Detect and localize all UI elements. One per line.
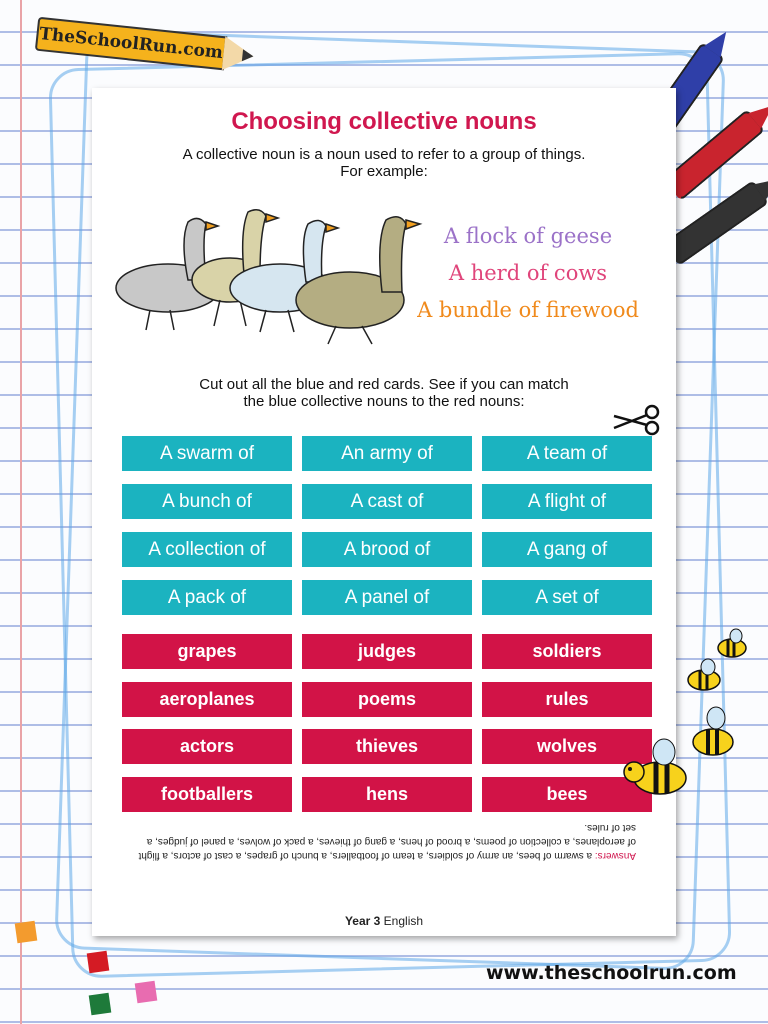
confetti-square bbox=[87, 951, 110, 974]
red-card: rules bbox=[482, 682, 652, 717]
blue-card: A brood of bbox=[302, 532, 472, 567]
answers-text: a swarm of bees, an army of soldiers, a team of footballers, a bunch of grapes, a cast of actors, a flight of aeroplanes, a collection of poems, a brood of hens, a gang of thieves, a pack of wolves, a panel of judges, a set of rules. bbox=[138, 822, 636, 861]
scissors-icon bbox=[612, 404, 662, 436]
answers-label: Answers: bbox=[594, 850, 636, 861]
worksheet bbox=[92, 88, 676, 936]
example-flock: A flock of geese bbox=[443, 224, 613, 248]
blue-card: A panel of bbox=[302, 580, 472, 615]
red-card: thieves bbox=[302, 729, 472, 764]
red-card: grapes bbox=[122, 634, 292, 669]
page-title: Choosing collective nouns bbox=[231, 108, 537, 135]
red-card: poems bbox=[302, 682, 472, 717]
intro-text: A collective noun is a noun used to refer to a group of things. For example: bbox=[182, 146, 586, 180]
bee-icon bbox=[620, 738, 692, 804]
confetti-square bbox=[15, 921, 38, 944]
footer-year: Year 3 bbox=[344, 914, 381, 928]
confetti-square bbox=[89, 993, 112, 1016]
blue-card: A cast of bbox=[302, 484, 472, 519]
blue-card: A set of bbox=[482, 580, 652, 615]
footer-subject: English bbox=[383, 914, 424, 928]
red-card: soldiers bbox=[482, 634, 652, 669]
red-card: wolves bbox=[482, 729, 652, 764]
example-list bbox=[408, 218, 648, 329]
geese-illustration bbox=[110, 200, 430, 350]
blue-card: A pack of bbox=[122, 580, 292, 615]
blue-card: A swarm of bbox=[122, 436, 292, 471]
red-card: actors bbox=[122, 729, 292, 764]
blue-card: A team of bbox=[482, 436, 652, 471]
blue-card: A gang of bbox=[482, 532, 652, 567]
confetti-square bbox=[135, 981, 158, 1004]
red-card: judges bbox=[302, 634, 472, 669]
website-url: www.theschoolrun.com bbox=[486, 962, 737, 984]
blue-card: A collection of bbox=[122, 532, 292, 567]
logo-text: TheSchoolRun.com bbox=[35, 17, 228, 71]
blue-card: An army of bbox=[302, 436, 472, 471]
instructions: Cut out all the blue and red cards. See if you can match the blue collective nouns to the red nouns: bbox=[199, 376, 569, 410]
red-card: hens bbox=[302, 777, 472, 812]
example-herd: A herd of cows bbox=[448, 261, 608, 285]
card-grid bbox=[122, 436, 652, 824]
blue-card: A bunch of bbox=[122, 484, 292, 519]
footer bbox=[92, 914, 676, 928]
bee-icon bbox=[682, 658, 726, 694]
example-bundle: A bundle of firewood bbox=[417, 298, 639, 322]
red-card: bees bbox=[482, 777, 652, 812]
bee-icon bbox=[686, 706, 740, 762]
blue-card: A flight of bbox=[482, 484, 652, 519]
red-card: footballers bbox=[122, 777, 292, 812]
red-card: aeroplanes bbox=[122, 682, 292, 717]
answers-upside-down bbox=[132, 820, 636, 862]
bee-icon bbox=[712, 628, 752, 660]
